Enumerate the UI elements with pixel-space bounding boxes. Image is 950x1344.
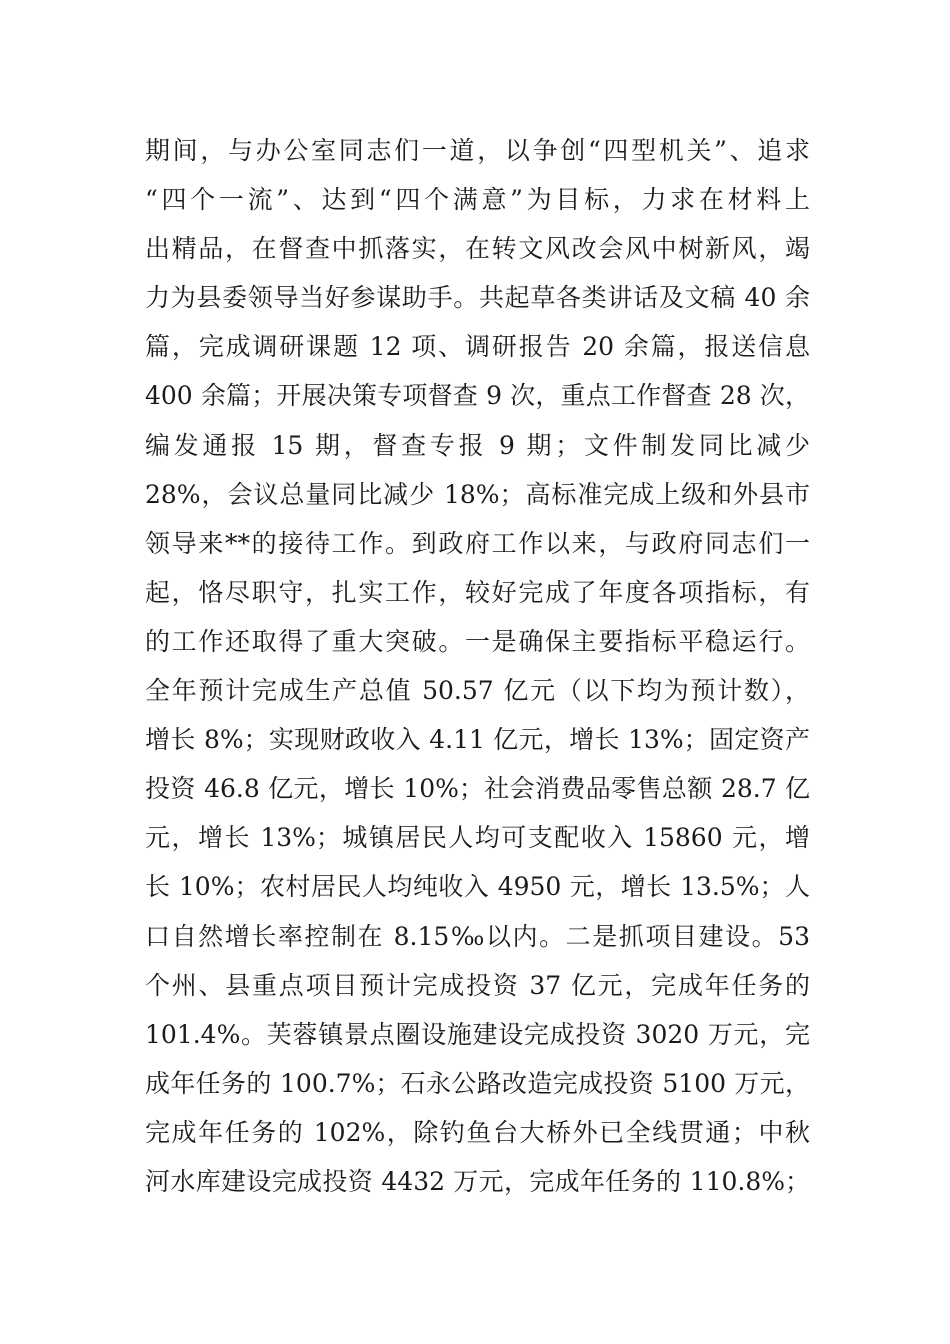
text-line-7: 编发通报 15 期，督查专报 9 期；文件制发同比减少 [145, 430, 810, 460]
text-line-11: 的工作还取得了重大突破。一是确保主要指标平稳运行。 [145, 626, 810, 656]
text-line-12: 全年预计完成生产总值 50.57 亿元（以下均为预计数）， [145, 676, 810, 706]
text-line-4: 力为县委领导当好参谋助手。共起草各类讲话及文稿 40 余 [145, 283, 810, 313]
text-line-21: 完成年任务的 102%，除钓鱼台大桥外已全线贯通；中秋 [145, 1117, 810, 1147]
text-line-6: 400 余篇；开展决策专项督查 9 次，重点工作督查 28 次， [145, 381, 810, 411]
text-line-1: 期间，与办公室同志们一道，以争创“四型机关”、追求 [145, 136, 810, 165]
body-text [145, 126, 810, 1206]
text-line-19: 101.4%。芙蓉镇景点圈设施建设完成投资 3020 万元，完 [145, 1019, 810, 1049]
text-line-16: 长 10%；农村居民人均纯收入 4950 元，增长 13.5%；人 [145, 872, 810, 902]
text-line-18: 个州、县重点项目预计完成投资 37 亿元，完成年任务的 [145, 970, 810, 1000]
text-line-22: 河水库建设完成投资 4432 万元，完成年任务的 110.8%； [145, 1166, 810, 1196]
text-line-5: 篇，完成调研课题 12 项、调研报告 20 余篇，报送信息 [145, 332, 810, 362]
text-line-14: 投资 46.8 亿元，增长 10%；社会消费品零售总额 28.7 亿 [145, 774, 810, 804]
text-line-8: 28%，会议总量同比减少 18%；高标准完成上级和外县市 [145, 479, 810, 509]
text-line-17: 口自然增长率控制在 8.15‰以内。二是抓项目建设。53 [145, 921, 810, 951]
text-line-13: 增长 8%；实现财政收入 4.11 亿元，增长 13%；固定资产 [145, 725, 810, 755]
text-line-3: 出精品，在督查中抓落实，在转文风改会风中树新风，竭 [145, 234, 810, 264]
text-line-20: 成年任务的 100.7%；石永公路改造完成投资 5100 万元， [145, 1068, 810, 1098]
text-line-2: “四个一流”、达到“四个满意”为目标，力求在材料上 [145, 185, 810, 215]
text-line-9: 领导来**的接待工作。到政府工作以来，与政府同志们一 [145, 528, 810, 558]
text-line-15: 元，增长 13%；城镇居民人均可支配收入 15860 元，增 [145, 823, 810, 853]
text-line-10: 起，恪尽职守，扎实工作，较好完成了年度各项指标，有 [145, 577, 810, 607]
